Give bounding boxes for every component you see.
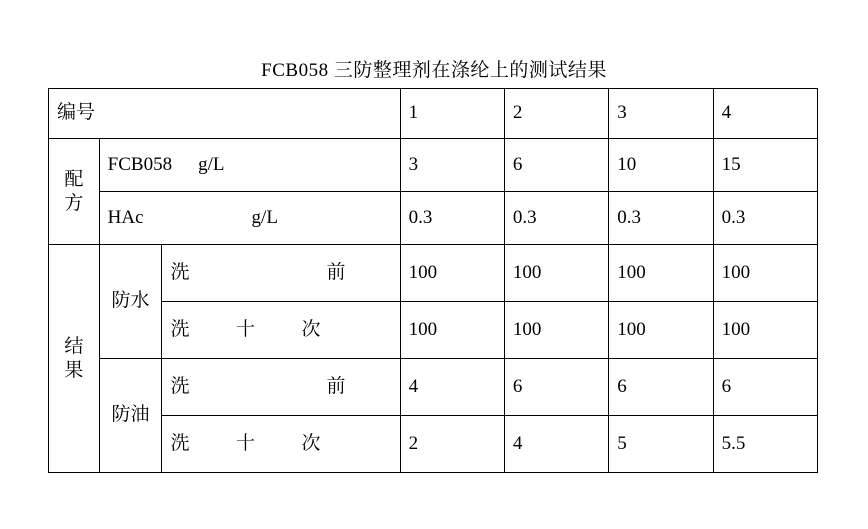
table-row-formula-fcb058 [49,139,818,192]
table-row-waterproof-before-wash [49,245,818,302]
row-number-label: 编号 [49,89,401,139]
formula-hac-value-4: 0.3 [713,192,817,245]
condition-waterproof-ten [162,302,400,359]
page-title: FCB058 三防整理剂在涤纶上的测试结果 [261,60,607,81]
waterproof-before-value-3: 100 [609,245,713,302]
oilproof-before-value-2: 6 [504,359,608,416]
waterproof-ten-value-2: 100 [504,302,608,359]
oilproof-before-value-1: 4 [400,359,504,416]
formula-fcb058-value-4: 15 [713,139,817,192]
waterproof-ten-value-4: 100 [713,302,817,359]
waterproof-ten-value-3: 100 [609,302,713,359]
table-row-oilproof-before-wash [49,359,818,416]
oilproof-before-value-3: 6 [609,359,713,416]
formula-fcb058-value-3: 10 [609,139,713,192]
formula-unit-fcb058: g/L [198,153,225,175]
sample-number-4: 4 [713,89,817,139]
condition-oilproof-before-text: 洗前 [170,375,346,397]
sample-number-2: 2 [504,89,608,139]
formula-fcb058-value-1: 3 [400,139,504,192]
formula-name-hac: HAc [107,206,144,228]
result-group-label [49,245,100,473]
oilproof-ten-value-2: 4 [504,416,608,473]
waterproof-before-value-1: 100 [400,245,504,302]
table-row-header [49,89,818,139]
waterproof-before-value-2: 100 [504,245,608,302]
formula-name-fcb058: FCB058 [107,153,173,175]
formula-unit-hac: g/L [251,206,278,228]
sample-number-3: 3 [609,89,713,139]
result-subgroup-oilproof: 防油 [99,359,162,473]
table-row-oilproof-ten-washes [49,416,818,473]
formula-row-label-fcb058 [99,139,400,192]
oilproof-ten-value-3: 5 [609,416,713,473]
table-row-waterproof-ten-washes [49,302,818,359]
condition-oilproof-ten-text: 洗十次 [170,432,321,454]
formula-hac-value-2: 0.3 [504,192,608,245]
result-group-label-text: 结 果 [64,335,84,381]
formula-hac-value-1: 0.3 [400,192,504,245]
table-row-formula-hac [49,192,818,245]
waterproof-before-value-4: 100 [713,245,817,302]
formula-row-label-hac [99,192,400,245]
condition-oilproof-before [162,359,400,416]
formula-fcb058-value-2: 6 [504,139,608,192]
condition-waterproof-before-text: 洗前 [170,261,346,283]
oilproof-before-value-4: 6 [713,359,817,416]
result-subgroup-waterproof: 防水 [99,245,162,359]
condition-waterproof-ten-text: 洗十次 [170,318,321,340]
condition-waterproof-before [162,245,400,302]
formula-group-label-char-1: 配 方 [64,168,84,214]
sample-number-1: 1 [400,89,504,139]
test-results-table [48,88,818,473]
formula-group-label [49,139,100,245]
condition-oilproof-ten [162,416,400,473]
formula-hac-value-3: 0.3 [609,192,713,245]
waterproof-ten-value-1: 100 [400,302,504,359]
oilproof-ten-value-1: 2 [400,416,504,473]
oilproof-ten-value-4: 5.5 [713,416,817,473]
